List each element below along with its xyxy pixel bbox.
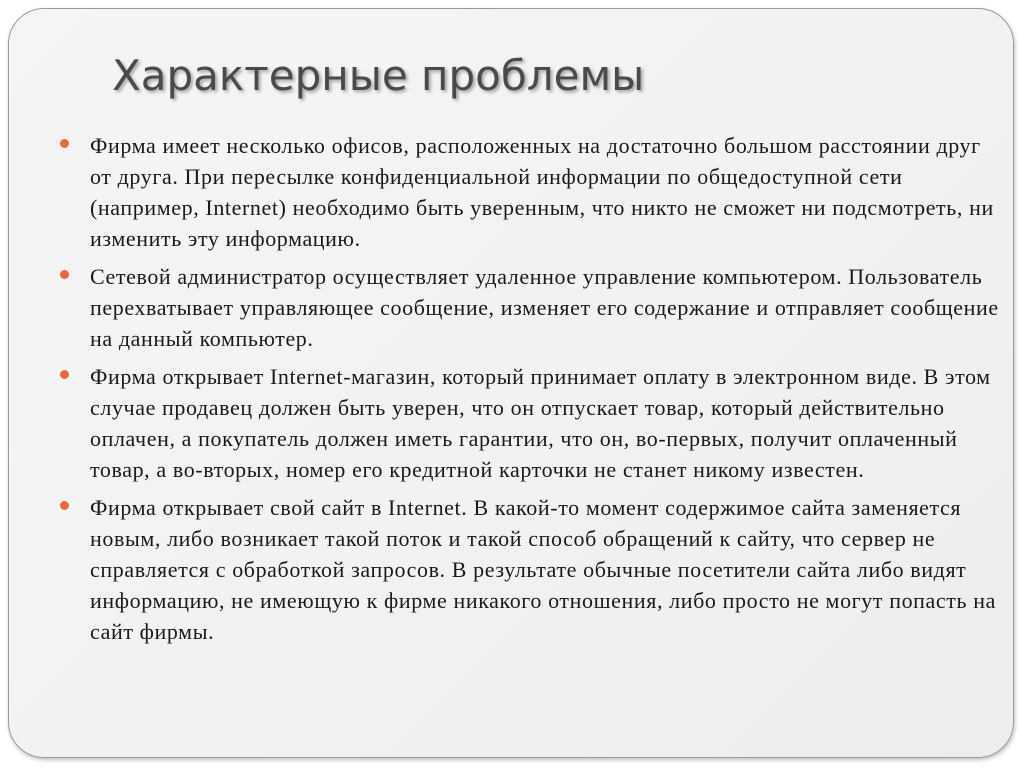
- bullet-text: Фирма открывает свой сайт в Internet. В какой-то момент содержимое сайта заменяется новым, либо возникает такой поток и такой способ обращений к сайту, что сервер не справляется с обработкой запросов. В результате обычные посетители сайта либо видят информацию, не имеющую к фирме никакого отношения, либо просто не могут попасть на сайт фирмы.: [90, 495, 996, 644]
- bullet-text: Сетевой администратор осуществляет удаленное управление компьютером. Пользователь перехватывает управляющее сообщение, изменяет его содержание и отправляет сообщение на данный компьютер.: [90, 264, 999, 351]
- bullet-item: [60, 361, 1000, 485]
- bullet-text: Фирма открывает Internet-магазин, который принимает оплату в электронном виде. В этом случае продавец должен быть уверен, что он отпускает товар, который действительно оплачен, а покупатель должен иметь гарантии, что он, во-первых, получит оплаченный товар, а во-вторых, номер его кредитной карточки не станет никому известен.: [90, 364, 991, 482]
- bullet-marker-icon: [60, 270, 69, 279]
- bullet-marker-icon: [60, 370, 69, 379]
- bullet-text: Фирма имеет несколько офисов, расположенных на достаточно большом расстоянии друг от друга. При пересылке конфиденциальной информации по общедоступной сети (например, Internet) необходимо быть уверенным, что никто не сможет ни подсмотреть, ни изменить эту информацию.: [90, 133, 994, 251]
- bullet-list: [60, 130, 1000, 654]
- bullet-item: [60, 130, 1000, 254]
- bullet-item: [60, 492, 1000, 647]
- bullet-marker-icon: [60, 139, 69, 148]
- slide-title: Характерные проблемы: [112, 51, 645, 100]
- bullet-item: [60, 261, 1000, 354]
- bullet-marker-icon: [60, 501, 69, 510]
